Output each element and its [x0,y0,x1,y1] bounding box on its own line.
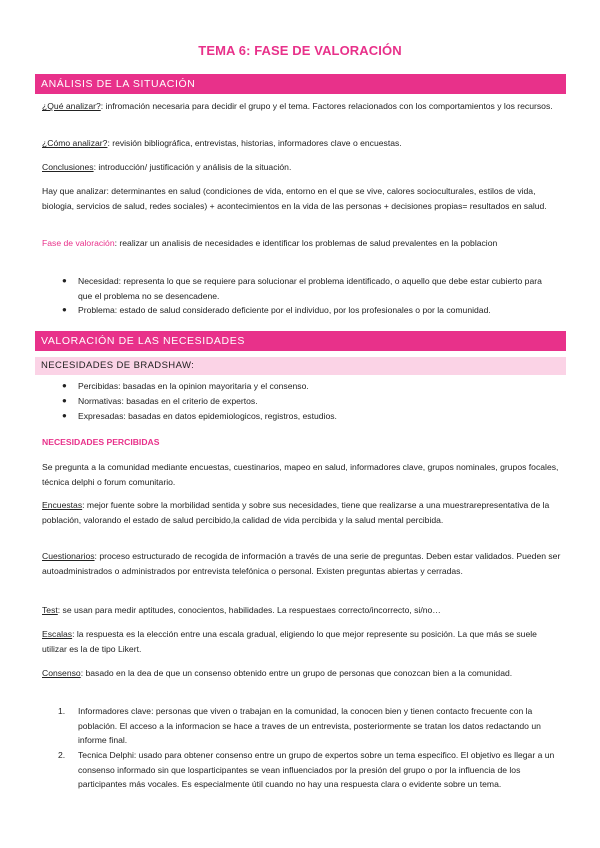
paragraph-que-analizar [42,99,562,114]
text-encuestas: : mejor fuente sobre la morbilidad sentida y sobre sus necesidades, tiene que realizarse a una muestrarepresentativa de la población, valorando el estado de salud percibido,la calidad de vida percibida y la salud mental percibida. [42,500,550,525]
bullet-icon: ● [62,276,67,285]
list-number: 1. [58,706,66,716]
bullet-icon: ● [62,411,67,420]
text-conclusiones: : introducción/ justificación y análisis de la situación. [93,162,292,172]
text-consenso: : basado en la dea de que un consenso obtenido entre un grupo de personas que conozcan bien a la comunidad. [80,668,513,678]
section-heading-analisis: ANÁLISIS DE LA SITUACIÓN [35,74,566,94]
term-fase-valoracion: Fase de valoración [42,238,115,248]
paragraph-cuestionarios [42,549,562,578]
list-item-expresadas: Expresadas: basadas en datos epidemiologicos, registros, estudios. [78,411,337,421]
text-fase-valoracion: : realizar un analisis de necesidades e identificar los problemas de salud prevalentes en la poblacion [114,238,498,248]
paragraph-como-analizar [42,136,562,151]
term-conclusiones: Conclusiones [42,162,94,172]
list-number: 2. [58,750,66,760]
paragraph-consenso [42,666,562,681]
heading-necesidades-percibidas: NECESIDADES PERCIBIDAS [42,437,160,447]
list-item-normativas: Normativas: basadas en el criterio de expertos. [78,396,258,406]
page-title: TEMA 6: FASE DE VALORACIÓN [198,43,402,58]
subheading-bradshaw: NECESIDADES DE BRADSHAW: [35,357,566,375]
bullet-icon: ● [62,381,67,390]
bullet-icon: ● [62,396,67,405]
text-que-analizar: : infromación necesaria para decidir el grupo y el tema. Factores relacionados con los comportamientos y los recursos. [100,101,553,111]
term-test: Test [42,605,58,615]
list-item-percibidas: Percibidas: basadas en la opinion mayoritaria y el consenso. [78,381,309,391]
term-cuestionarios: Cuestionarios [42,551,95,561]
numbered-item-informadores: Informadores clave: personas que viven o trabajan en la comunidad, la conocen bien y tienen contacto frecuente con la población. El acceso a la informacion se hace a traves de un entrevista, posteriormente se tratan los datos redactando un informe final. [78,706,541,745]
list-item-problema: Problema: estado de salud considerado deficiente por el individuo, por los profesionales o por la comunidad. [78,305,491,315]
term-como-analizar: ¿Cómo analizar? [42,138,108,148]
paragraph-encuestas [42,498,562,527]
term-consenso: Consenso [42,668,81,678]
paragraph-conclusiones [42,160,562,175]
text-test: : se usan para medir aptitudes, conocientos, habilidades. La respuestaes correcto/incorrecto, si/no… [57,605,441,615]
paragraph-escalas [42,627,562,656]
text-escalas: : la respuesta es la elección entre una escala gradual, eligiendo lo que mejor represente su posición. La que más se suele utilizar es la de tipo Likert. [42,629,537,654]
paragraph-intro-percibidas: Se pregunta a la comunidad mediante encuestas, cuestinarios, mapeo en salud, informadores clave, grupos nominales, grupos focales, técnica delphi o forum comunitario. [42,462,559,487]
paragraph-fase-valoracion [42,236,562,251]
paragraph-test [42,603,562,618]
term-escalas: Escalas [42,629,73,639]
text-como-analizar: : revisión bibliográfica, entrevistas, historias, informadores clave o encuestas. [107,138,402,148]
text-cuestionarios: : proceso estructurado de recogida de información a través de una serie de preguntas. Deben estar validados. Pueden ser autoadministrados o administrados por entrevista telefónica o personal. Existen preguntas abiertas y cerradas. [42,551,561,576]
term-encuestas: Encuestas [42,500,83,510]
bullet-icon: ● [62,305,67,314]
list-item-necesidad: Necesidad: representa lo que se requiere para solucionar el problema identificado, o aquello que debe estar cubierto para que el problema no se desencadene. [78,276,542,301]
term-que-analizar: ¿Qué analizar? [42,101,101,111]
section-heading-valoracion: VALORACIÓN DE LAS NECESIDADES [35,331,566,351]
paragraph-hay-que-analizar: Hay que analizar: determinantes en salud (condiciones de vida, entorno en el que se vive, calores socioculturales, estilos de vida, biologia, servicios de salud, redes sociales) + acontecimientos en la vida de las personas + decisiones propias= resultados en salud. [42,186,547,211]
numbered-item-delphi: Tecnica Delphi: usado para obtener consenso entre un grupo de expertos sobre un tema especifico. El objetivo es llegar a un consenso informado sin que losparticipantes se vean influenciados por la presión del grupo o por la influencia de los participantes más vocales. Es especialmente útil cuando no hay una respuesta clara o evidente sobre un tema. [78,750,555,789]
